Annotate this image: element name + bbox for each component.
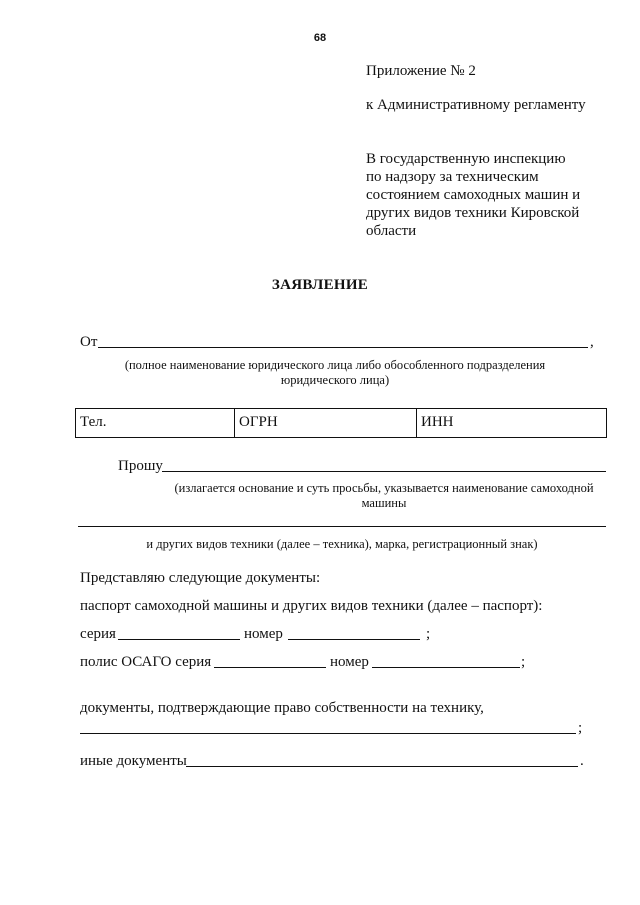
other-documents-period: . bbox=[580, 753, 584, 769]
request-label: Прошу bbox=[118, 458, 163, 474]
addressee-line: других видов техники Кировской bbox=[366, 205, 580, 221]
request-hint-line1: (излагается основание и суть просьбы, указывается наименование самоходной bbox=[174, 481, 594, 495]
number-label: номер bbox=[244, 626, 283, 642]
osago-series-input-line[interactable] bbox=[214, 667, 326, 668]
osago-label: полис ОСАГО серия bbox=[80, 654, 212, 670]
passport-label: паспорт самоходной машины и других видов техники (далее – паспорт): bbox=[80, 598, 543, 614]
from-input-line[interactable] bbox=[98, 347, 588, 348]
addressee-block bbox=[366, 150, 580, 240]
from-hint-line2: юридического лица) bbox=[280, 373, 390, 387]
document-title: ЗАЯВЛЕНИЕ bbox=[271, 277, 369, 293]
osago-number-input-line[interactable] bbox=[372, 667, 520, 668]
from-trailing-comma: , bbox=[590, 334, 594, 350]
addressee-line: В государственную инспекцию bbox=[366, 151, 566, 167]
from-hint bbox=[80, 358, 590, 388]
addressee-line: по надзору за техническим bbox=[366, 169, 539, 185]
other-documents-input-line[interactable] bbox=[186, 766, 578, 767]
request-hint-line2: машины bbox=[361, 496, 407, 510]
from-label: От bbox=[80, 334, 98, 350]
ownership-semicolon: ; bbox=[578, 720, 583, 736]
request-input-line[interactable] bbox=[162, 471, 606, 472]
phone-label: Тел. bbox=[80, 414, 107, 430]
ownership-input-line[interactable] bbox=[80, 733, 576, 734]
appendix-subtitle: к Административному регламенту bbox=[366, 97, 586, 113]
ownership-label: документы, подтверждающие право собственности на технику, bbox=[80, 700, 484, 716]
inn-cell[interactable] bbox=[417, 409, 606, 437]
addressee-line: области bbox=[366, 223, 417, 239]
documents-intro: Представляю следующие документы: bbox=[80, 570, 321, 586]
request-hint bbox=[162, 481, 606, 511]
contact-table bbox=[75, 408, 607, 438]
ogrn-cell[interactable] bbox=[235, 409, 417, 437]
page-number: 68 bbox=[313, 32, 327, 44]
series-label: серия bbox=[80, 626, 116, 642]
series-semicolon: ; bbox=[426, 626, 431, 642]
request-hint-line3: и других видов техники (далее – техника), марка, регистрационный знак) bbox=[146, 537, 538, 551]
osago-semicolon: ; bbox=[521, 654, 526, 670]
series-input-line[interactable] bbox=[118, 639, 240, 640]
other-documents-label: иные документы bbox=[80, 753, 187, 769]
phone-cell[interactable] bbox=[76, 409, 235, 437]
number-input-line[interactable] bbox=[288, 639, 420, 640]
request-input-line-2[interactable] bbox=[78, 526, 606, 527]
osago-number-label: номер bbox=[330, 654, 369, 670]
addressee-line: состоянием самоходных машин и bbox=[366, 187, 581, 203]
inn-label: ИНН bbox=[421, 414, 454, 430]
appendix-title: Приложение № 2 bbox=[366, 63, 476, 79]
from-hint-line1: (полное наименование юридического лица либо обособленного подразделения bbox=[124, 358, 546, 372]
ogrn-label: ОГРН bbox=[239, 414, 278, 430]
